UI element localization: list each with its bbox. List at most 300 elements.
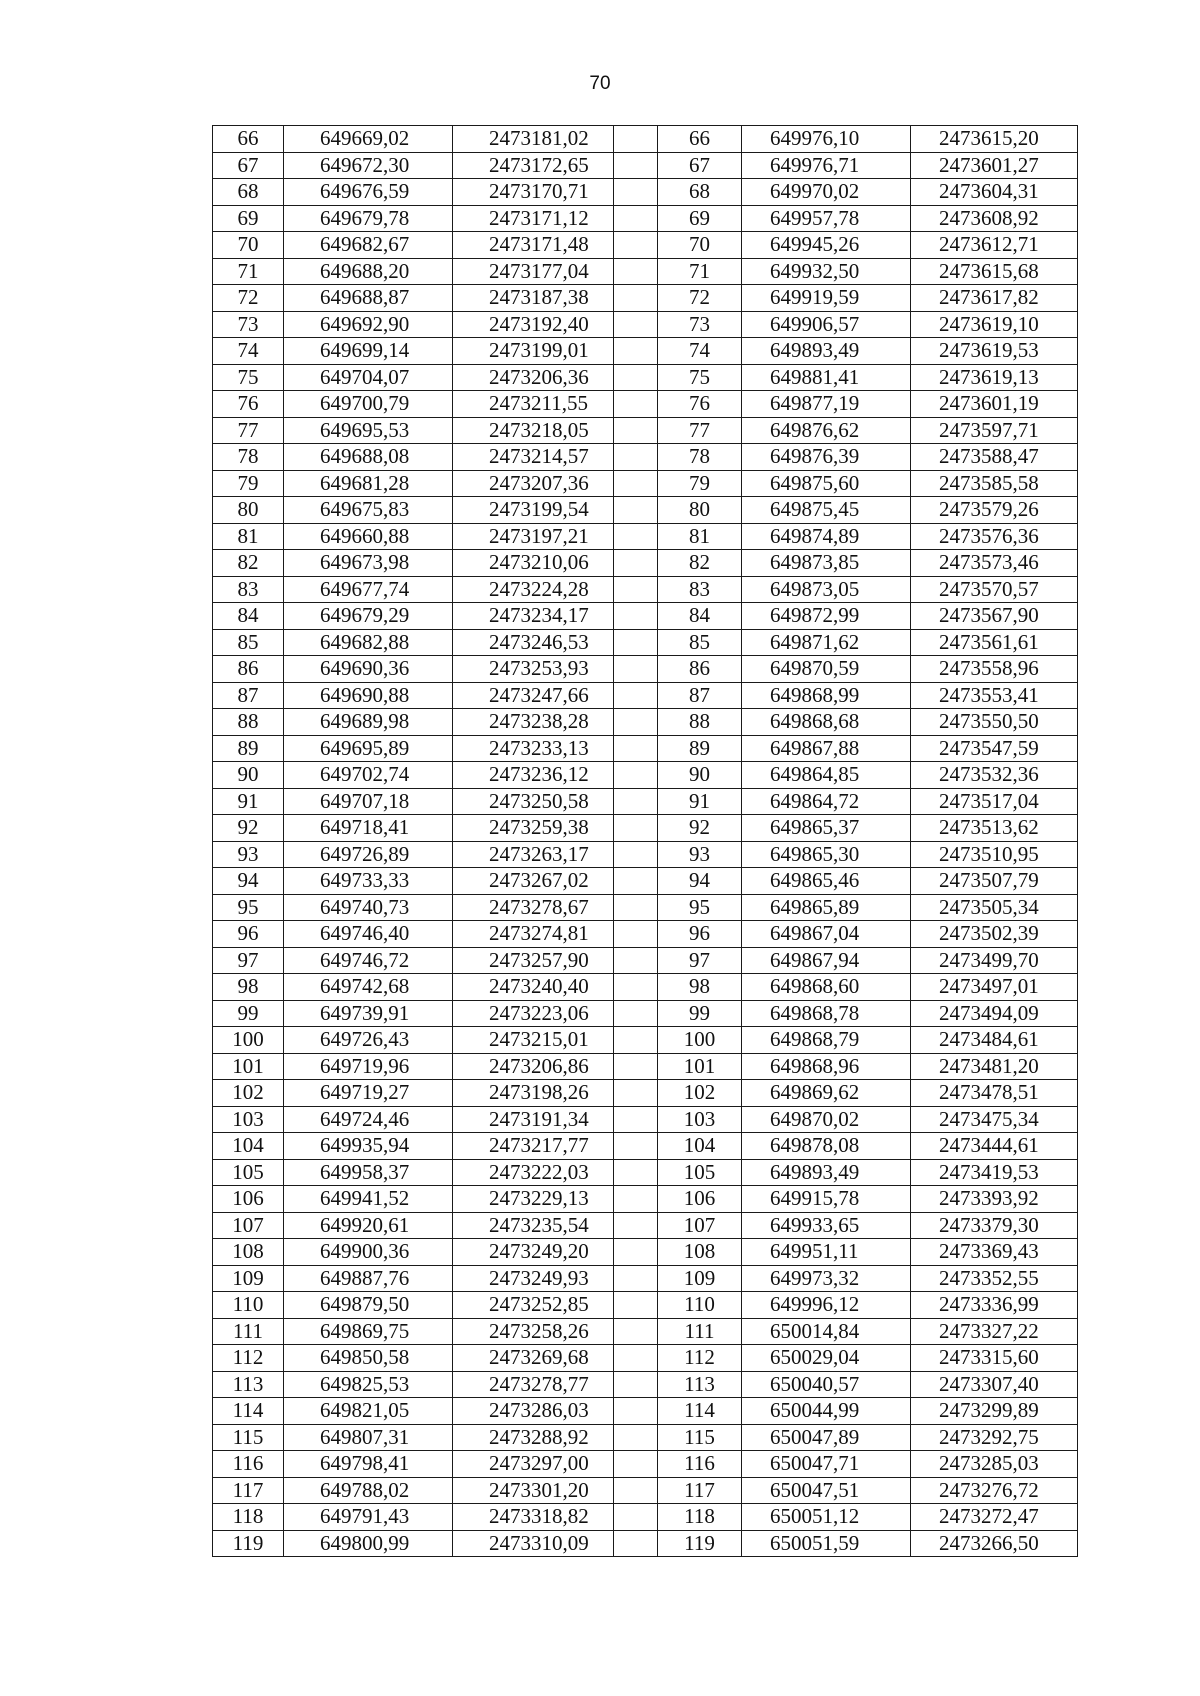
y-coordinate-left: 2473229,13 [453,1186,614,1213]
x-coordinate-right: 649870,59 [742,656,911,683]
table-row [213,1133,1078,1160]
x-coordinate-right: 649932,50 [742,258,911,285]
x-coordinate-left: 649958,37 [284,1159,453,1186]
y-coordinate-left: 2473301,20 [453,1477,614,1504]
y-coordinate-left: 2473234,17 [453,603,614,630]
table-row [213,1292,1078,1319]
separator-cell [614,497,658,524]
y-coordinate-right: 2473517,04 [911,788,1078,815]
table-row [213,1451,1078,1478]
x-coordinate-right: 649951,11 [742,1239,911,1266]
y-coordinate-left: 2473171,12 [453,205,614,232]
x-coordinate-left: 649695,53 [284,417,453,444]
y-coordinate-left: 2473235,54 [453,1212,614,1239]
x-coordinate-right: 649864,85 [742,762,911,789]
x-coordinate-left: 649688,87 [284,285,453,312]
table-row [213,444,1078,471]
x-coordinate-right: 649976,10 [742,126,911,153]
separator-cell [614,894,658,921]
x-coordinate-left: 649724,46 [284,1106,453,1133]
y-coordinate-right: 2473499,70 [911,947,1078,974]
separator-cell [614,1106,658,1133]
table-row [213,497,1078,524]
point-number-left: 78 [213,444,284,471]
x-coordinate-left: 649850,58 [284,1345,453,1372]
separator-cell [614,735,658,762]
y-coordinate-right: 2473393,92 [911,1186,1078,1213]
point-number-left: 89 [213,735,284,762]
point-number-right: 73 [658,311,742,338]
table-row [213,921,1078,948]
x-coordinate-left: 649887,76 [284,1265,453,1292]
point-number-left: 84 [213,603,284,630]
x-coordinate-left: 649825,53 [284,1371,453,1398]
x-coordinate-right: 649867,94 [742,947,911,974]
table-row [213,735,1078,762]
point-number-right: 67 [658,152,742,179]
separator-cell [614,682,658,709]
y-coordinate-left: 2473170,71 [453,179,614,206]
x-coordinate-right: 649876,39 [742,444,911,471]
point-number-right: 87 [658,682,742,709]
point-number-left: 117 [213,1477,284,1504]
separator-cell [614,550,658,577]
point-number-left: 73 [213,311,284,338]
separator-cell [614,788,658,815]
table-row [213,709,1078,736]
y-coordinate-right: 2473532,36 [911,762,1078,789]
table-row [213,947,1078,974]
point-number-left: 111 [213,1318,284,1345]
x-coordinate-left: 649935,94 [284,1133,453,1160]
y-coordinate-right: 2473336,99 [911,1292,1078,1319]
x-coordinate-right: 649875,45 [742,497,911,524]
x-coordinate-right: 649865,89 [742,894,911,921]
x-coordinate-left: 649798,41 [284,1451,453,1478]
point-number-right: 66 [658,126,742,153]
x-coordinate-right: 649867,88 [742,735,911,762]
y-coordinate-right: 2473585,58 [911,470,1078,497]
table-row [213,364,1078,391]
table-row [213,470,1078,497]
point-number-right: 98 [658,974,742,1001]
point-number-right: 104 [658,1133,742,1160]
x-coordinate-right: 649868,96 [742,1053,911,1080]
separator-cell [614,709,658,736]
y-coordinate-right: 2473266,50 [911,1530,1078,1557]
y-coordinate-right: 2473444,61 [911,1133,1078,1160]
point-number-right: 100 [658,1027,742,1054]
point-number-right: 106 [658,1186,742,1213]
table-row [213,868,1078,895]
x-coordinate-right: 649873,85 [742,550,911,577]
x-coordinate-right: 649996,12 [742,1292,911,1319]
table-row [213,1000,1078,1027]
x-coordinate-right: 649873,05 [742,576,911,603]
separator-cell [614,603,658,630]
y-coordinate-right: 2473497,01 [911,974,1078,1001]
point-number-right: 75 [658,364,742,391]
table-row [213,603,1078,630]
point-number-left: 77 [213,417,284,444]
point-number-right: 70 [658,232,742,259]
x-coordinate-left: 649677,74 [284,576,453,603]
x-coordinate-left: 649699,14 [284,338,453,365]
point-number-right: 108 [658,1239,742,1266]
x-coordinate-right: 649881,41 [742,364,911,391]
table-row [213,258,1078,285]
point-number-left: 86 [213,656,284,683]
point-number-left: 91 [213,788,284,815]
x-coordinate-right: 649870,02 [742,1106,911,1133]
y-coordinate-left: 2473310,09 [453,1530,614,1557]
y-coordinate-right: 2473619,53 [911,338,1078,365]
y-coordinate-left: 2473233,13 [453,735,614,762]
separator-cell [614,232,658,259]
point-number-right: 101 [658,1053,742,1080]
y-coordinate-left: 2473199,01 [453,338,614,365]
point-number-left: 113 [213,1371,284,1398]
x-coordinate-left: 649688,20 [284,258,453,285]
point-number-left: 88 [213,709,284,736]
point-number-left: 105 [213,1159,284,1186]
separator-cell [614,1451,658,1478]
x-coordinate-left: 649807,31 [284,1424,453,1451]
x-coordinate-right: 649868,79 [742,1027,911,1054]
y-coordinate-right: 2473588,47 [911,444,1078,471]
point-number-left: 109 [213,1265,284,1292]
x-coordinate-left: 649920,61 [284,1212,453,1239]
y-coordinate-left: 2473192,40 [453,311,614,338]
point-number-left: 85 [213,629,284,656]
x-coordinate-left: 649688,08 [284,444,453,471]
x-coordinate-left: 649672,30 [284,152,453,179]
point-number-right: 86 [658,656,742,683]
x-coordinate-left: 649746,40 [284,921,453,948]
point-number-right: 76 [658,391,742,418]
x-coordinate-left: 649700,79 [284,391,453,418]
y-coordinate-left: 2473206,86 [453,1053,614,1080]
x-coordinate-left: 649718,41 [284,815,453,842]
x-coordinate-left: 649702,74 [284,762,453,789]
separator-cell [614,391,658,418]
y-coordinate-left: 2473288,92 [453,1424,614,1451]
y-coordinate-right: 2473276,72 [911,1477,1078,1504]
point-number-left: 115 [213,1424,284,1451]
point-number-right: 99 [658,1000,742,1027]
point-number-left: 103 [213,1106,284,1133]
y-coordinate-right: 2473601,27 [911,152,1078,179]
point-number-right: 83 [658,576,742,603]
point-number-left: 107 [213,1212,284,1239]
point-number-left: 80 [213,497,284,524]
table-row [213,391,1078,418]
point-number-right: 85 [658,629,742,656]
x-coordinate-left: 649660,88 [284,523,453,550]
y-coordinate-right: 2473502,39 [911,921,1078,948]
point-number-left: 108 [213,1239,284,1266]
x-coordinate-right: 649970,02 [742,179,911,206]
y-coordinate-right: 2473601,19 [911,391,1078,418]
x-coordinate-right: 649868,99 [742,682,911,709]
point-number-left: 95 [213,894,284,921]
point-number-right: 115 [658,1424,742,1451]
y-coordinate-right: 2473567,90 [911,603,1078,630]
y-coordinate-left: 2473267,02 [453,868,614,895]
y-coordinate-right: 2473352,55 [911,1265,1078,1292]
x-coordinate-left: 649695,89 [284,735,453,762]
y-coordinate-right: 2473579,26 [911,497,1078,524]
y-coordinate-right: 2473547,59 [911,735,1078,762]
separator-cell [614,921,658,948]
x-coordinate-left: 649692,90 [284,311,453,338]
y-coordinate-left: 2473258,26 [453,1318,614,1345]
y-coordinate-right: 2473292,75 [911,1424,1078,1451]
x-coordinate-left: 649679,29 [284,603,453,630]
table-row [213,815,1078,842]
separator-cell [614,841,658,868]
point-number-left: 83 [213,576,284,603]
point-number-left: 79 [213,470,284,497]
y-coordinate-left: 2473172,65 [453,152,614,179]
y-coordinate-left: 2473218,05 [453,417,614,444]
point-number-left: 93 [213,841,284,868]
y-coordinate-right: 2473494,09 [911,1000,1078,1027]
point-number-right: 92 [658,815,742,842]
y-coordinate-right: 2473550,50 [911,709,1078,736]
point-number-left: 82 [213,550,284,577]
point-number-right: 119 [658,1530,742,1557]
table-row [213,1080,1078,1107]
table-row [213,338,1078,365]
y-coordinate-right: 2473307,40 [911,1371,1078,1398]
x-coordinate-left: 649869,75 [284,1318,453,1345]
point-number-left: 114 [213,1398,284,1425]
y-coordinate-left: 2473274,81 [453,921,614,948]
x-coordinate-right: 650047,89 [742,1424,911,1451]
y-coordinate-right: 2473608,92 [911,205,1078,232]
table-row [213,1265,1078,1292]
separator-cell [614,126,658,153]
point-number-right: 96 [658,921,742,948]
point-number-right: 94 [658,868,742,895]
y-coordinate-left: 2473197,21 [453,523,614,550]
y-coordinate-left: 2473181,02 [453,126,614,153]
point-number-right: 78 [658,444,742,471]
point-number-left: 72 [213,285,284,312]
x-coordinate-right: 649933,65 [742,1212,911,1239]
x-coordinate-left: 649690,88 [284,682,453,709]
table-row [213,205,1078,232]
x-coordinate-right: 650044,99 [742,1398,911,1425]
point-number-right: 116 [658,1451,742,1478]
x-coordinate-right: 649865,46 [742,868,911,895]
x-coordinate-left: 649733,33 [284,868,453,895]
point-number-left: 104 [213,1133,284,1160]
x-coordinate-left: 649689,98 [284,709,453,736]
point-number-left: 99 [213,1000,284,1027]
coordinates-table [212,125,1078,1557]
separator-cell [614,656,658,683]
separator-cell [614,179,658,206]
x-coordinate-left: 649821,05 [284,1398,453,1425]
y-coordinate-left: 2473269,68 [453,1345,614,1372]
y-coordinate-right: 2473570,57 [911,576,1078,603]
point-number-right: 109 [658,1265,742,1292]
x-coordinate-left: 649690,36 [284,656,453,683]
table-row [213,894,1078,921]
y-coordinate-left: 2473297,00 [453,1451,614,1478]
x-coordinate-left: 649719,96 [284,1053,453,1080]
y-coordinate-right: 2473576,36 [911,523,1078,550]
table-row [213,1212,1078,1239]
x-coordinate-right: 649868,60 [742,974,911,1001]
point-number-left: 70 [213,232,284,259]
x-coordinate-right: 649976,71 [742,152,911,179]
y-coordinate-left: 2473259,38 [453,815,614,842]
y-coordinate-left: 2473215,01 [453,1027,614,1054]
x-coordinate-left: 649682,67 [284,232,453,259]
point-number-left: 69 [213,205,284,232]
separator-cell [614,1318,658,1345]
separator-cell [614,1424,658,1451]
y-coordinate-left: 2473318,82 [453,1504,614,1531]
point-number-right: 69 [658,205,742,232]
x-coordinate-right: 649875,60 [742,470,911,497]
table-row [213,576,1078,603]
y-coordinate-left: 2473224,28 [453,576,614,603]
x-coordinate-left: 649719,27 [284,1080,453,1107]
point-number-right: 72 [658,285,742,312]
separator-cell [614,523,658,550]
table-row [213,762,1078,789]
y-coordinate-right: 2473327,22 [911,1318,1078,1345]
separator-cell [614,629,658,656]
x-coordinate-left: 649742,68 [284,974,453,1001]
x-coordinate-left: 649788,02 [284,1477,453,1504]
x-coordinate-left: 649791,43 [284,1504,453,1531]
y-coordinate-left: 2473223,06 [453,1000,614,1027]
separator-cell [614,470,658,497]
separator-cell [614,815,658,842]
y-coordinate-right: 2473553,41 [911,682,1078,709]
y-coordinate-right: 2473615,68 [911,258,1078,285]
separator-cell [614,1159,658,1186]
x-coordinate-right: 650051,12 [742,1504,911,1531]
point-number-left: 110 [213,1292,284,1319]
point-number-left: 66 [213,126,284,153]
y-coordinate-left: 2473249,93 [453,1265,614,1292]
separator-cell [614,444,658,471]
table-row [213,1424,1078,1451]
point-number-left: 101 [213,1053,284,1080]
y-coordinate-left: 2473278,77 [453,1371,614,1398]
point-number-right: 91 [658,788,742,815]
x-coordinate-left: 649704,07 [284,364,453,391]
separator-cell [614,1000,658,1027]
x-coordinate-left: 649739,91 [284,1000,453,1027]
separator-cell [614,1239,658,1266]
x-coordinate-left: 649675,83 [284,497,453,524]
table-row [213,1318,1078,1345]
y-coordinate-left: 2473206,36 [453,364,614,391]
x-coordinate-right: 649867,04 [742,921,911,948]
point-number-left: 97 [213,947,284,974]
y-coordinate-left: 2473240,40 [453,974,614,1001]
x-coordinate-right: 650047,51 [742,1477,911,1504]
table-row [213,1530,1078,1557]
y-coordinate-left: 2473191,34 [453,1106,614,1133]
point-number-left: 76 [213,391,284,418]
x-coordinate-right: 649878,08 [742,1133,911,1160]
separator-cell [614,417,658,444]
table-row [213,788,1078,815]
x-coordinate-right: 649864,72 [742,788,911,815]
point-number-left: 116 [213,1451,284,1478]
y-coordinate-right: 2473597,71 [911,417,1078,444]
point-number-right: 112 [658,1345,742,1372]
y-coordinate-left: 2473198,26 [453,1080,614,1107]
x-coordinate-right: 650040,57 [742,1371,911,1398]
y-coordinate-right: 2473379,30 [911,1212,1078,1239]
x-coordinate-right: 649869,62 [742,1080,911,1107]
point-number-right: 103 [658,1106,742,1133]
x-coordinate-left: 649941,52 [284,1186,453,1213]
x-coordinate-left: 649726,43 [284,1027,453,1054]
separator-cell [614,1027,658,1054]
y-coordinate-left: 2473250,58 [453,788,614,815]
separator-cell [614,1080,658,1107]
point-number-right: 74 [658,338,742,365]
point-number-right: 80 [658,497,742,524]
separator-cell [614,947,658,974]
point-number-right: 95 [658,894,742,921]
y-coordinate-right: 2473561,61 [911,629,1078,656]
point-number-left: 98 [213,974,284,1001]
point-number-right: 68 [658,179,742,206]
x-coordinate-left: 649676,59 [284,179,453,206]
point-number-left: 100 [213,1027,284,1054]
y-coordinate-left: 2473222,03 [453,1159,614,1186]
point-number-right: 79 [658,470,742,497]
point-number-left: 94 [213,868,284,895]
point-number-left: 96 [213,921,284,948]
point-number-right: 82 [658,550,742,577]
separator-cell [614,868,658,895]
y-coordinate-left: 2473278,67 [453,894,614,921]
table-row [213,841,1078,868]
table-row [213,1345,1078,1372]
y-coordinate-right: 2473617,82 [911,285,1078,312]
point-number-right: 111 [658,1318,742,1345]
x-coordinate-left: 649879,50 [284,1292,453,1319]
separator-cell [614,1398,658,1425]
x-coordinate-right: 649973,32 [742,1265,911,1292]
x-coordinate-left: 649726,89 [284,841,453,868]
table-row [213,682,1078,709]
table-row [213,1186,1078,1213]
x-coordinate-left: 649900,36 [284,1239,453,1266]
point-number-left: 106 [213,1186,284,1213]
table-row [213,1159,1078,1186]
point-number-left: 75 [213,364,284,391]
separator-cell [614,974,658,1001]
x-coordinate-right: 649893,49 [742,1159,911,1186]
x-coordinate-right: 650029,04 [742,1345,911,1372]
separator-cell [614,762,658,789]
y-coordinate-right: 2473507,79 [911,868,1078,895]
y-coordinate-left: 2473253,93 [453,656,614,683]
